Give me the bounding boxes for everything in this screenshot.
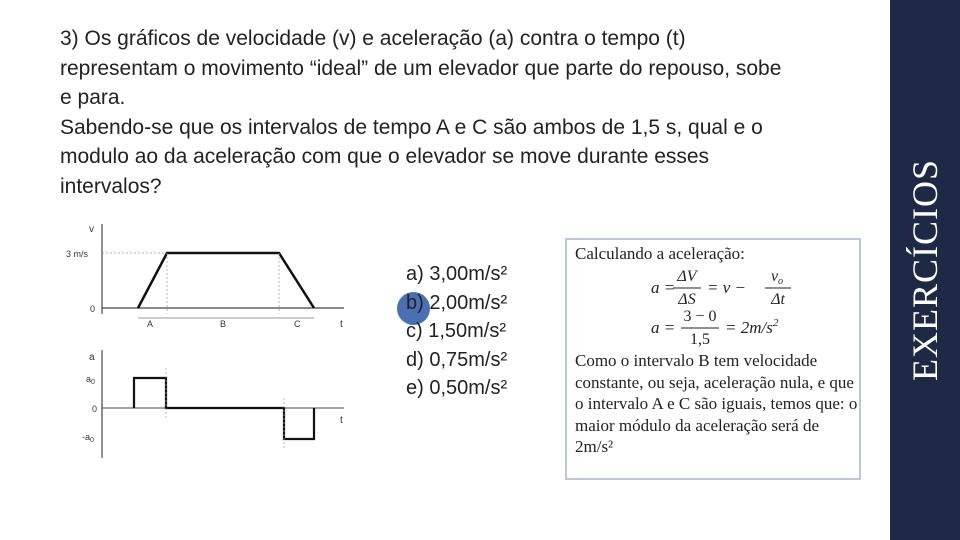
velocity-curve [138,253,314,308]
velocity-interval-c-label: C [294,319,301,329]
velocity-tick-top: 3 m/s [66,249,89,259]
velocity-axis-label: v [89,224,94,235]
formula1-den: ΔS [678,291,696,308]
question-prompt: Sabendo-se que os intervalos de tempo A e C são ambos de 1,5 s, qual e o modulo ao da aceleração com que o elevador se move durante esses intervalos? [60,115,763,198]
velocity-tick-zero: 0 [90,304,96,314]
acceleration-time-label: t [340,415,343,426]
velocity-interval-a-label: A [147,319,154,329]
option-d[interactable]: d) 0,75m/s² [406,348,508,371]
sidebar-banner [890,0,960,540]
formula-result [651,308,779,348]
question-statement: 3) Os gráficos de velocidade (v) e aceleração (a) contra o tempo (t) representam o movimento “ideal” de um elevador que parte do repouso, sobe e para. [60,27,782,109]
acceleration-tick-top: $a_0$ [86,374,95,386]
solution-box [565,238,861,480]
formula1-den2: Δt [771,291,785,308]
acceleration-tick-zero: 0 [92,404,98,414]
formula2-den: 1,5 [690,331,710,348]
velocity-graph [66,224,344,330]
velocity-time-label: t [340,319,343,330]
solution-heading: Calculando a aceleração: [575,244,745,263]
solution-explanation: Como o intervalo B tem velocidade constante, ou seja, aceleração nula, e que o intervalo A e C são iguais, temos que: o maior módulo da aceleração será de 2m/s² [575,351,858,456]
solution-formulas [567,262,861,348]
formula2-num: 3 − 0 [683,308,717,325]
formula2-result: = $2m/s^2$ [725,317,779,337]
question-text [60,24,790,201]
formula-definition [651,268,791,308]
formula1-num2: vo [770,268,784,287]
formula1-num: ΔV [677,268,697,285]
formula1-mid: = v − [707,278,746,297]
formula2-lhs: a = [651,318,676,337]
option-b[interactable]: b) 2,00m/s² [406,291,508,314]
velocity-interval-b-label: B [220,319,227,329]
sidebar-title: EXERCÍCIOS [905,158,945,382]
acceleration-graph [82,350,344,458]
formula1-lhs: a = [651,278,676,297]
motion-graphs [62,218,352,468]
option-a[interactable]: a) 3,00m/s² [406,263,508,285]
acceleration-axis-label: a [89,352,95,363]
answer-options [406,260,507,403]
option-e[interactable]: e) 0,50m/s² [406,377,508,399]
acceleration-tick-bottom: $-a_0$ [82,432,94,444]
option-c[interactable]: c) 1,50m/s² [406,320,507,342]
